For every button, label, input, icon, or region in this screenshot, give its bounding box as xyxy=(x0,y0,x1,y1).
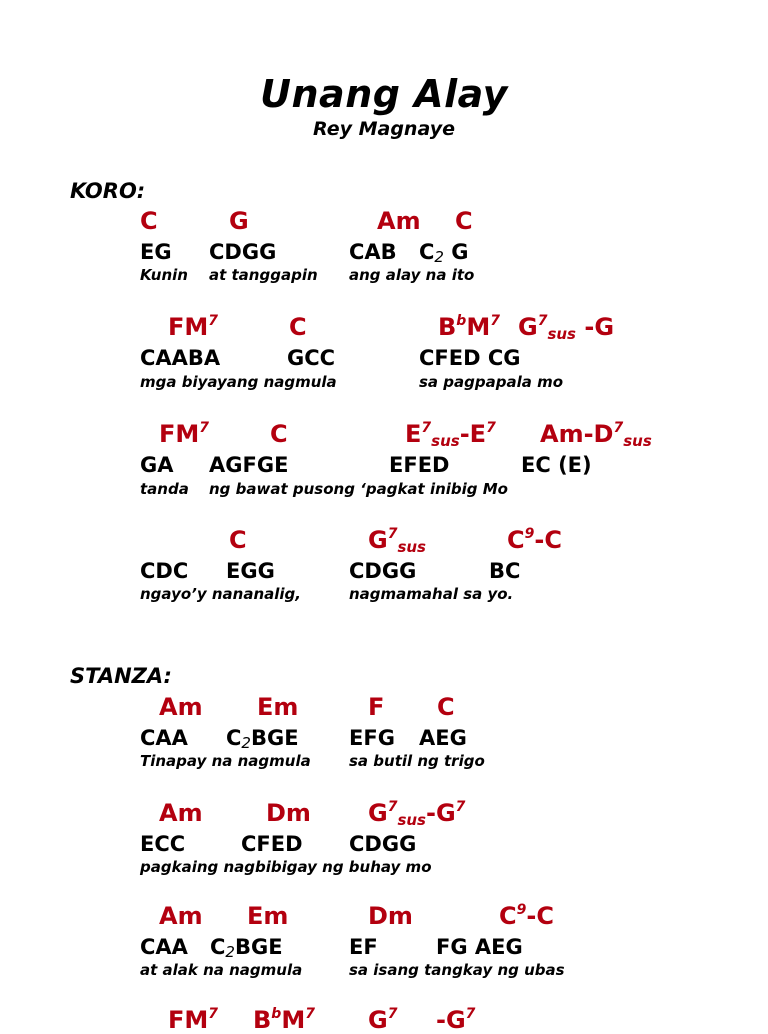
chord: $-G^7$ xyxy=(436,1006,476,1034)
chord: Dm xyxy=(266,799,311,827)
lyric: ngayo’y nananalig, xyxy=(140,585,301,603)
chord: Am xyxy=(159,902,203,930)
lyric: pagkaing nagbibigay ng buhay mo xyxy=(140,858,432,876)
note-group: CFED xyxy=(241,832,303,856)
chord: F xyxy=(368,693,385,721)
chord: G xyxy=(229,207,249,235)
note-group: CAB xyxy=(349,240,397,264)
note-group: CDGG xyxy=(349,832,417,856)
note-group: CDGG xyxy=(209,240,277,264)
note-group: GA xyxy=(140,453,174,477)
section-label-koro: KORO: xyxy=(70,179,146,203)
chord: C xyxy=(140,207,158,235)
chord: $G^7$ xyxy=(368,1006,398,1034)
chord: $B^bM^7$ xyxy=(253,1006,315,1034)
note-group: CAA xyxy=(140,935,188,959)
chord: Am xyxy=(159,799,203,827)
section-label-stanza: STANZA: xyxy=(70,664,172,688)
chord: $G^7_{sus}-G^7$ xyxy=(368,799,466,829)
note-group: AEG xyxy=(419,726,467,750)
chord: $C^9-C$ xyxy=(507,526,562,554)
note-group: EC (E) xyxy=(521,453,592,477)
chord: $FM^7$ xyxy=(168,313,219,341)
lyric: at alak na nagmula xyxy=(140,961,303,979)
lyric: sa pagpapala mo xyxy=(419,373,564,391)
chord: Am xyxy=(377,207,421,235)
note-group: EFG xyxy=(349,726,395,750)
chord: C xyxy=(455,207,473,235)
note-group: AGFGE xyxy=(209,453,289,477)
chord: Am xyxy=(159,693,203,721)
lyric: Kunin xyxy=(140,266,188,284)
chord: $FM^7$ xyxy=(168,1006,219,1034)
note-group: GCC xyxy=(287,346,336,370)
note-group: EF xyxy=(349,935,378,959)
chord: Em xyxy=(257,693,299,721)
chord: $C^9-C$ xyxy=(499,902,554,930)
composer-name: Rey Magnaye xyxy=(313,118,455,140)
note-group: CDGG xyxy=(349,559,417,583)
note-group: EGG xyxy=(226,559,275,583)
note-group: $C_2BGE$ xyxy=(226,726,299,752)
note-group: BC xyxy=(489,559,521,583)
note-group: CFED CG xyxy=(419,346,521,370)
note-group: CAABA xyxy=(140,346,221,370)
chord: $G^7_{sus}$ xyxy=(368,526,426,556)
lyric: tanda xyxy=(140,480,189,498)
song-title: Unang Alay xyxy=(260,72,508,116)
lyric: sa isang tangkay ng ubas xyxy=(349,961,565,979)
chord: C xyxy=(289,313,307,341)
note-group: CAA xyxy=(140,726,188,750)
note-group: CDC xyxy=(140,559,189,583)
note-group: EG xyxy=(140,240,172,264)
chord: $FM^7$ xyxy=(159,420,210,448)
chord: C xyxy=(270,420,288,448)
note-group: $C_2$ G xyxy=(419,240,469,266)
chord: C xyxy=(437,693,455,721)
chord: Em xyxy=(247,902,289,930)
lyric: mga biyayang nagmula xyxy=(140,373,337,391)
note-group: $C_2BGE$ xyxy=(210,935,283,961)
chord: $B^bM^7$ xyxy=(438,313,500,341)
chord: $E^7_{sus}-E^7$ xyxy=(405,420,496,450)
lyric: Tinapay na nagmula xyxy=(140,752,311,770)
note-group: EFED xyxy=(389,453,450,477)
lyric: sa butil ng trigo xyxy=(349,752,485,770)
chord: $G^7_{sus}$ -G xyxy=(518,313,615,343)
chord: $Am-D^7_{sus}$ xyxy=(540,420,652,450)
chord: C xyxy=(229,526,247,554)
note-group: FG AEG xyxy=(436,935,523,959)
lyric: ng bawat pusong ‘pagkat inibig Mo xyxy=(209,480,508,498)
chord: Dm xyxy=(368,902,413,930)
lyric: ang alay na ito xyxy=(349,266,475,284)
lyric: at tanggapin xyxy=(209,266,318,284)
note-group: ECC xyxy=(140,832,186,856)
lyric: nagmamahal sa yo. xyxy=(349,585,514,603)
